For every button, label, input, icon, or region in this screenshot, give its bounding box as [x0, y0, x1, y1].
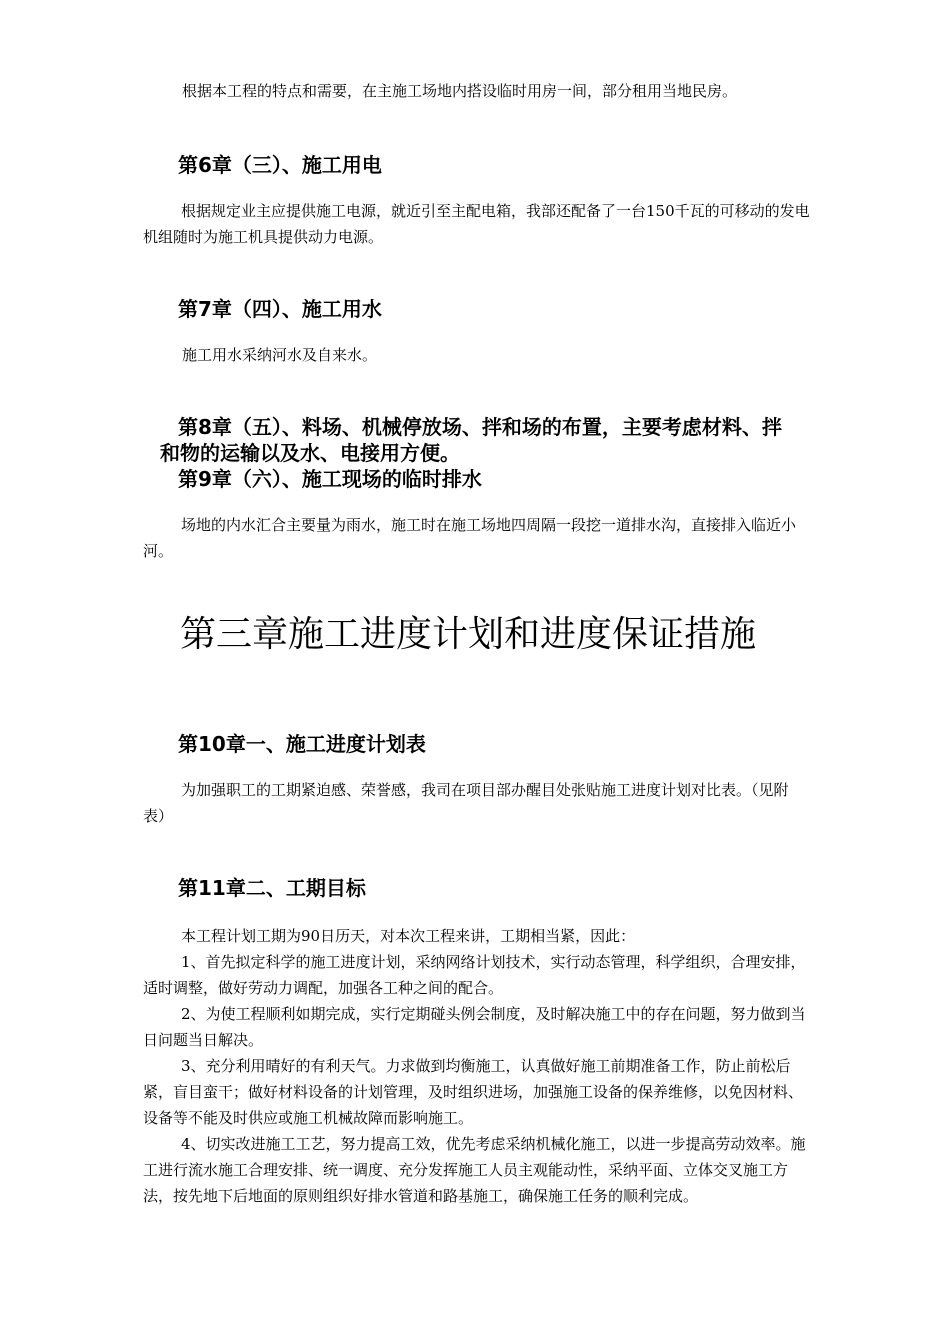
- list-item-4-text: 4、切实改进施工工艺，努力提高工效，优先考虑采纳机械化施工，以进一步提高劳动效率。施工进行流水施工合理安排、统一调度、充分发挥施工人员主观能动性，采纳平面、立体交叉施工方法，按先地下后地面的原则组织好排水管道和路基施工，确保施工任务的顺利完成。: [143, 1135, 806, 1205]
- list-item-2-text: 2、为使工程顺利如期完成，实行定期碰头例会制度，及时解决施工中的存在问题，努力做到当日问题当日解决。: [143, 1005, 806, 1049]
- chapter-3-title: 第三章施工进度计划和进度保证措施: [180, 614, 757, 655]
- paragraph-schedule-table: [143, 777, 811, 829]
- paragraph-water: 施工用水采纳河水及自来水。: [182, 346, 378, 364]
- paragraph-period-intro: [143, 923, 811, 949]
- list-item-1-text: 1、首先拟定科学的施工进度计划，采纳网络计划技术，实行动态管理，科学组织，合理安排，适时调整，做好劳动力调配，加强各工种之间的配合。: [143, 953, 806, 997]
- list-item-2: [143, 1001, 811, 1053]
- paragraph-power: [143, 198, 811, 250]
- heading-ch9: 第9章（六）、施工现场的临时排水: [178, 467, 482, 491]
- list-item-4: [143, 1131, 811, 1209]
- heading-ch7: 第7章（四）、施工用水: [178, 297, 382, 321]
- heading-ch10: 第10章一、施工进度计划表: [178, 732, 426, 756]
- list-item-3: [143, 1053, 811, 1131]
- heading-ch8: 第8章（五）、料场、机械停放场、拌和场的布置，主要考虑材料、拌和物的运输以及水、电接用方便。: [160, 415, 782, 465]
- paragraph-drainage-text: 场地的内水汇合主要量为雨水，施工时在施工场地四周隔一段挖一道排水沟，直接排入临近小河。: [143, 516, 797, 560]
- heading-ch11: 第11章二、工期目标: [178, 876, 366, 900]
- list-item-3-text: 3、充分利用晴好的有利天气。力求做到均衡施工，认真做好施工前期准备工作，防止前松后紧，盲目蛮干；做好材料设备的计划管理，及时组织进场，加强施工设备的保养维修，以免因材料、设备等不能及时供应或施工机械故障而影响施工。: [143, 1057, 804, 1127]
- paragraph-schedule-table-text: 为加强职工的工期紧迫感、荣誉感，我司在项目部办醒目处张贴施工进度计划对比表。（见附表）: [143, 781, 789, 825]
- paragraph-power-text: 根据规定业主应提供施工电源，就近引至主配电箱，我部还配备了一台150千瓦的可移动的发电机组随时为施工机具提供动力电源。: [143, 202, 810, 246]
- heading-ch6: 第6章（三）、施工用电: [178, 153, 382, 177]
- paragraph-temp-housing: 根据本工程的特点和需要，在主施工场地内搭设临时用房一间，部分租用当地民房。: [182, 82, 738, 100]
- paragraph-period-intro-text: 本工程计划工期为90日历天，对本次工程来讲，工期相当紧，因此：: [181, 927, 636, 945]
- list-item-1: [143, 949, 811, 1001]
- paragraph-drainage: [143, 512, 811, 564]
